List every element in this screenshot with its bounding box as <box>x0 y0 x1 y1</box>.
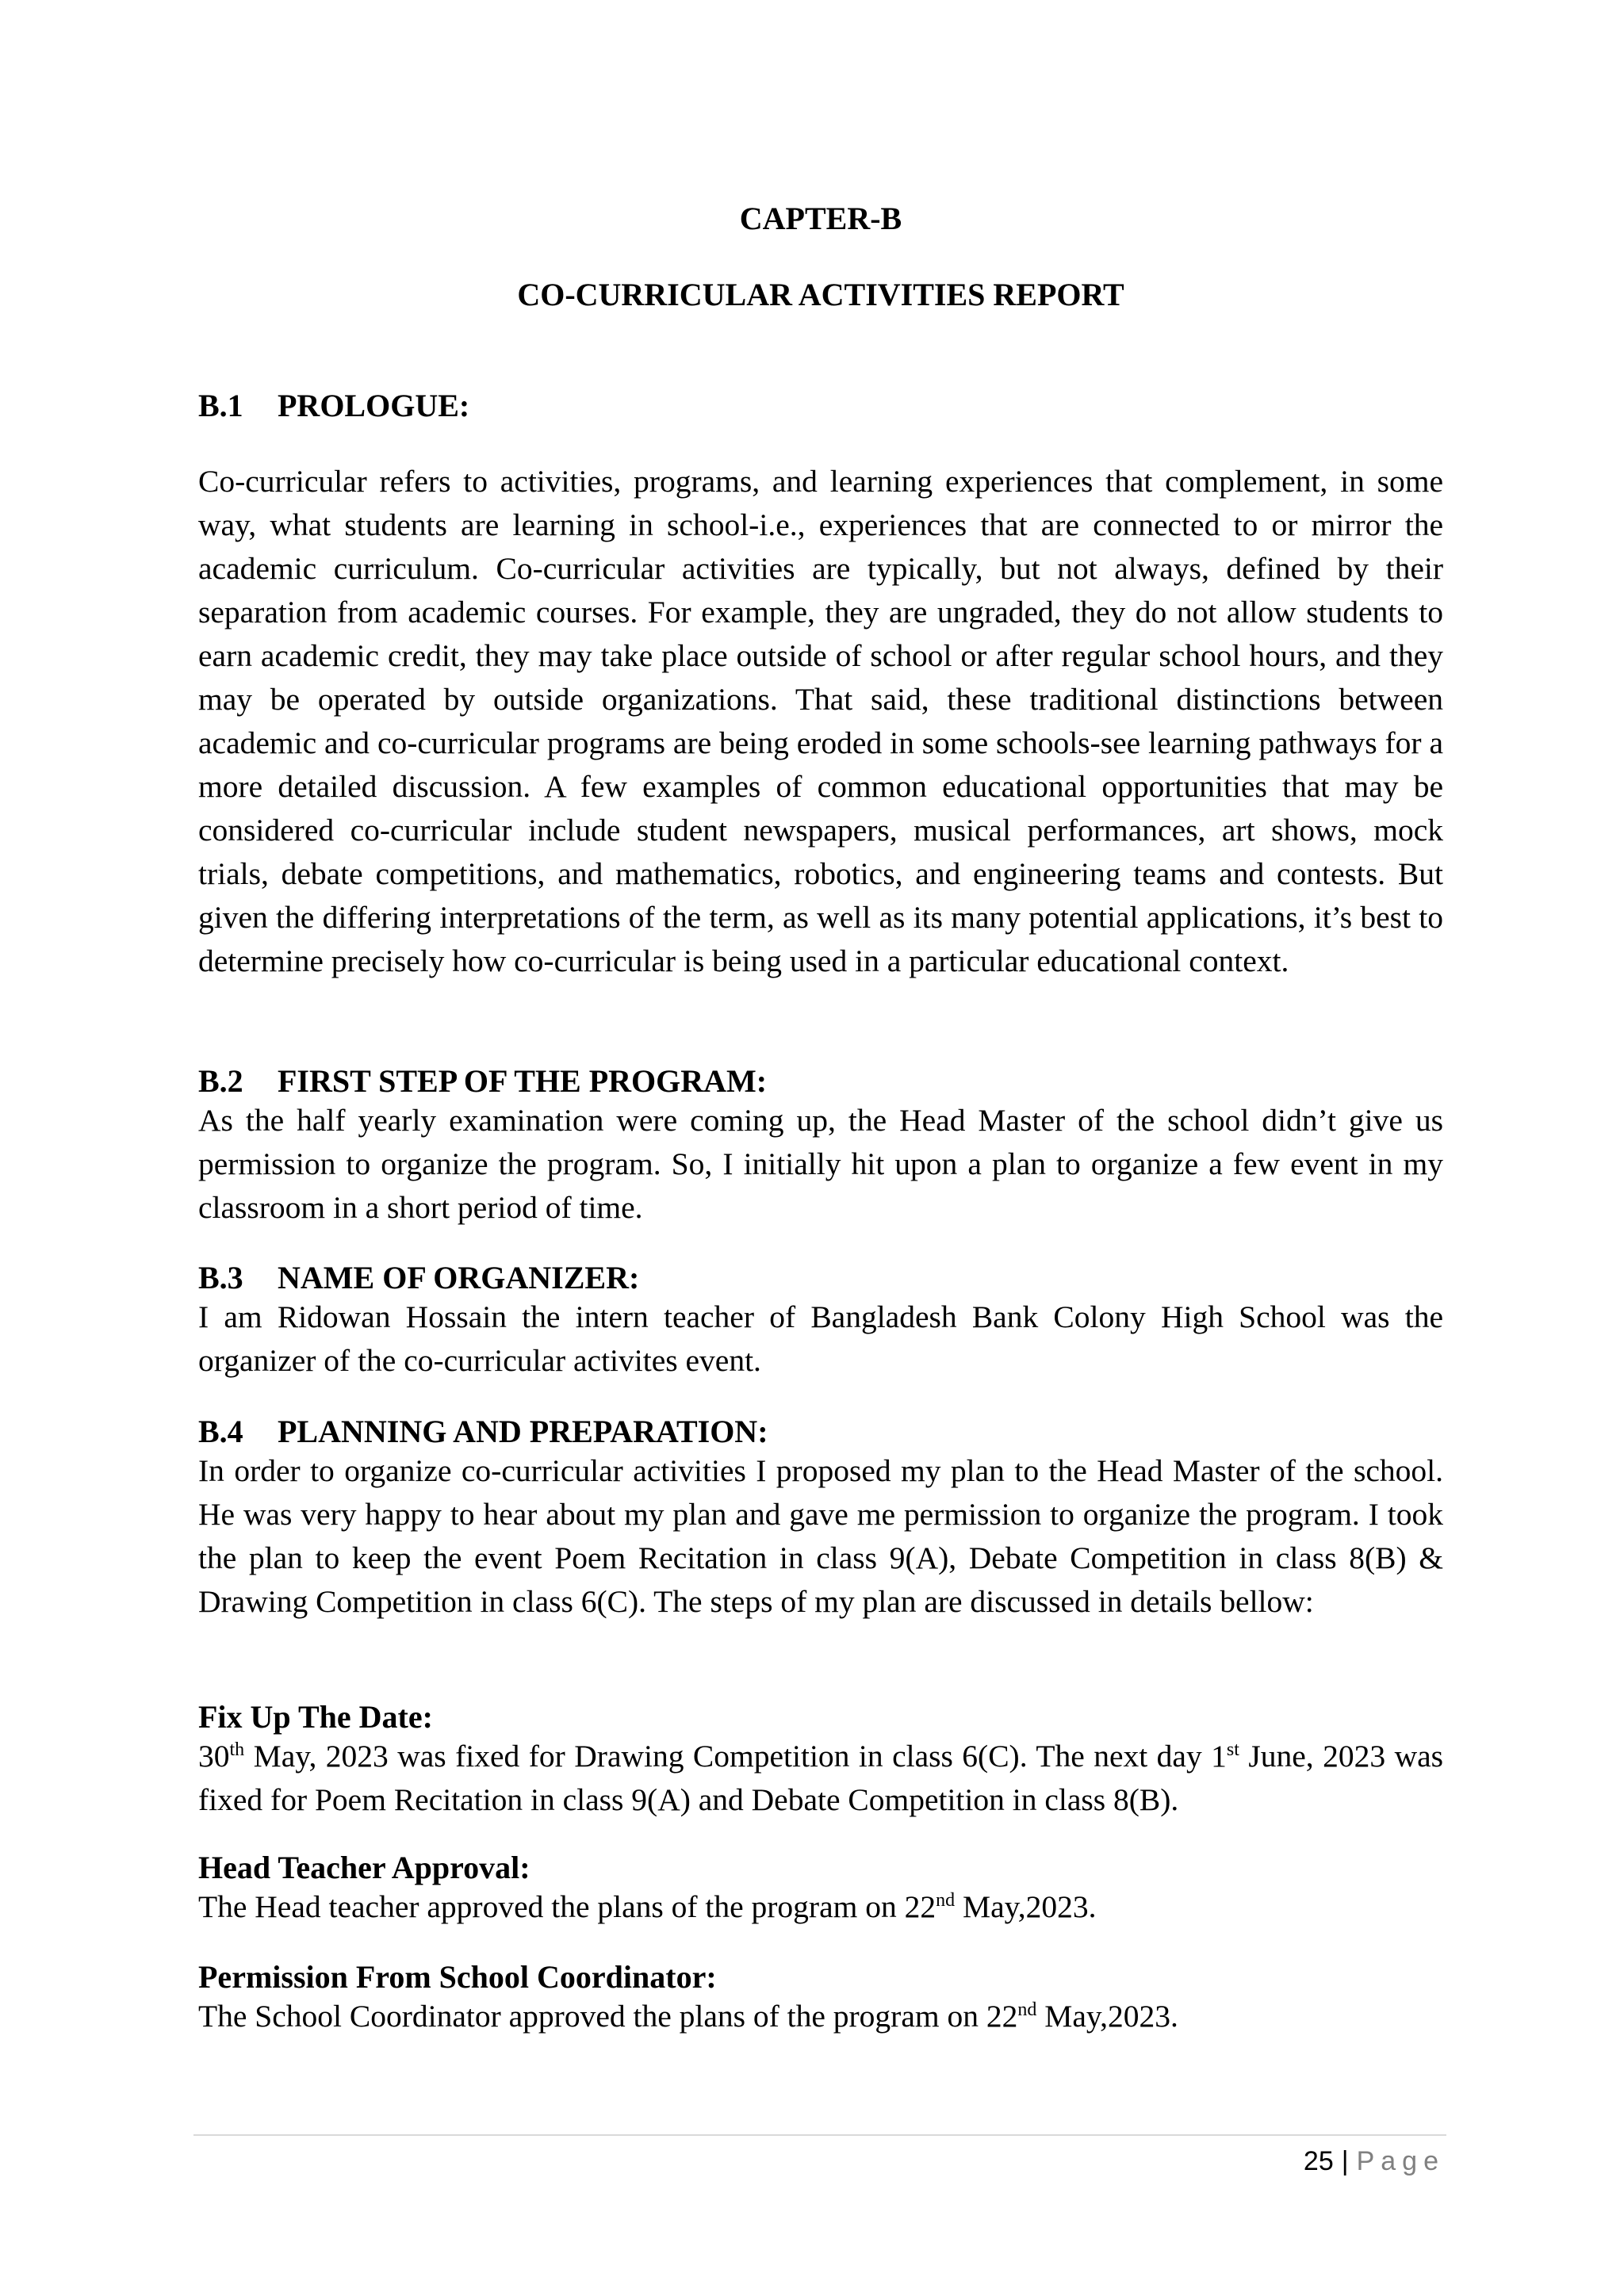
chapter-label: CAPTER-B <box>739 201 902 236</box>
page-footer <box>1304 2144 1445 2179</box>
section-body-b3: I am Ridowan Hossain the intern teacher of Bangladesh Bank Colony High School was the organizer of the co-curricular activites event. <box>198 1299 1443 1378</box>
section-heading-b1 <box>198 390 469 422</box>
section-body-b2: As the half yearly examination were coming up, the Head Master of the school didn’t give us permission to organize the program. So, I initially hit upon a plan to organize a few event in my classroom in a short period of time. <box>198 1103 1443 1225</box>
coordinator-body: The School Coordinator approved the plans of the program on 22nd May,2023. <box>198 1999 1178 2034</box>
page-label: Page <box>1356 2146 1445 2176</box>
subheading-head-teacher: Head Teacher Approval: <box>198 1850 530 1885</box>
section-heading-b3 <box>198 1262 639 1294</box>
subheading-coordinator: Permission From School Coordinator: <box>198 1959 717 1995</box>
subheading-fix-date: Fix Up The Date: <box>198 1699 433 1735</box>
section-title: PLANNING AND PREPARATION: <box>278 1414 768 1449</box>
footer-divider <box>193 2134 1446 2136</box>
section-heading-b2 <box>198 1063 768 1099</box>
section-title: PROLOGUE: <box>278 388 470 423</box>
section-body-b1: Co-curricular refers to activities, programs, and learning experiences that complement, in some way, what students are learning in school-i.e., experiences that are connected to or mirror the academic curriculum. Co-curricular activities are typically, but not always, defined by their separation from academic courses. For example, they are ungraded, they do not allow students to earn academic credit, they may take place outside of school or after regular school hours, and they may be operated by outside organizations. That said, these traditional distinctions between academic and co-curricular programs are being eroded in some schools-see learning pathways for a more detailed discussion. A few examples of common educational opportunities that may be considered co-curricular include student newspapers, musical performances, art shows, mock trials, debate competitions, and mathematics, robotics, and engineering teams and contests. But given the differing interpretations of the term, as well as its many potential applications, it’s best to determine precisely how co-curricular is being used in a particular educational context. <box>198 464 1443 978</box>
chapter-title: CO-CURRICULAR ACTIVITIES REPORT <box>517 277 1124 312</box>
section-title: FIRST STEP OF THE PROGRAM: <box>278 1063 768 1099</box>
section-number: B.1 <box>198 388 243 423</box>
section-number: B.3 <box>198 1260 243 1295</box>
section-number: B.2 <box>198 1063 243 1099</box>
page-number: 25 <box>1303 2146 1334 2176</box>
section-number: B.4 <box>198 1414 243 1449</box>
footer-separator: | <box>1341 2146 1349 2176</box>
fix-date-body: 30th May, 2023 was fixed for Drawing Competition in class 6(C). The next day 1st June, 2023 was fixed for Poem Recitation in class 9(A) and Debate Competition in class 8(B). <box>198 1739 1443 1817</box>
section-title: NAME OF ORGANIZER: <box>278 1260 640 1295</box>
section-body-b4: In order to organize co-curricular activities I proposed my plan to the Head Master of the school. He was very happy to hear about my plan and gave me permission to organize the program. I took the plan to keep the event Poem Recitation in class 9(A), Debate Competition in class 8(B) & Drawing Competition in class 6(C). The steps of my plan are discussed in details bellow: <box>198 1453 1443 1619</box>
section-heading-b4 <box>198 1416 768 1448</box>
head-teacher-body: The Head teacher approved the plans of the program on 22nd May,2023. <box>198 1889 1097 1924</box>
document-page <box>198 0 1443 2296</box>
